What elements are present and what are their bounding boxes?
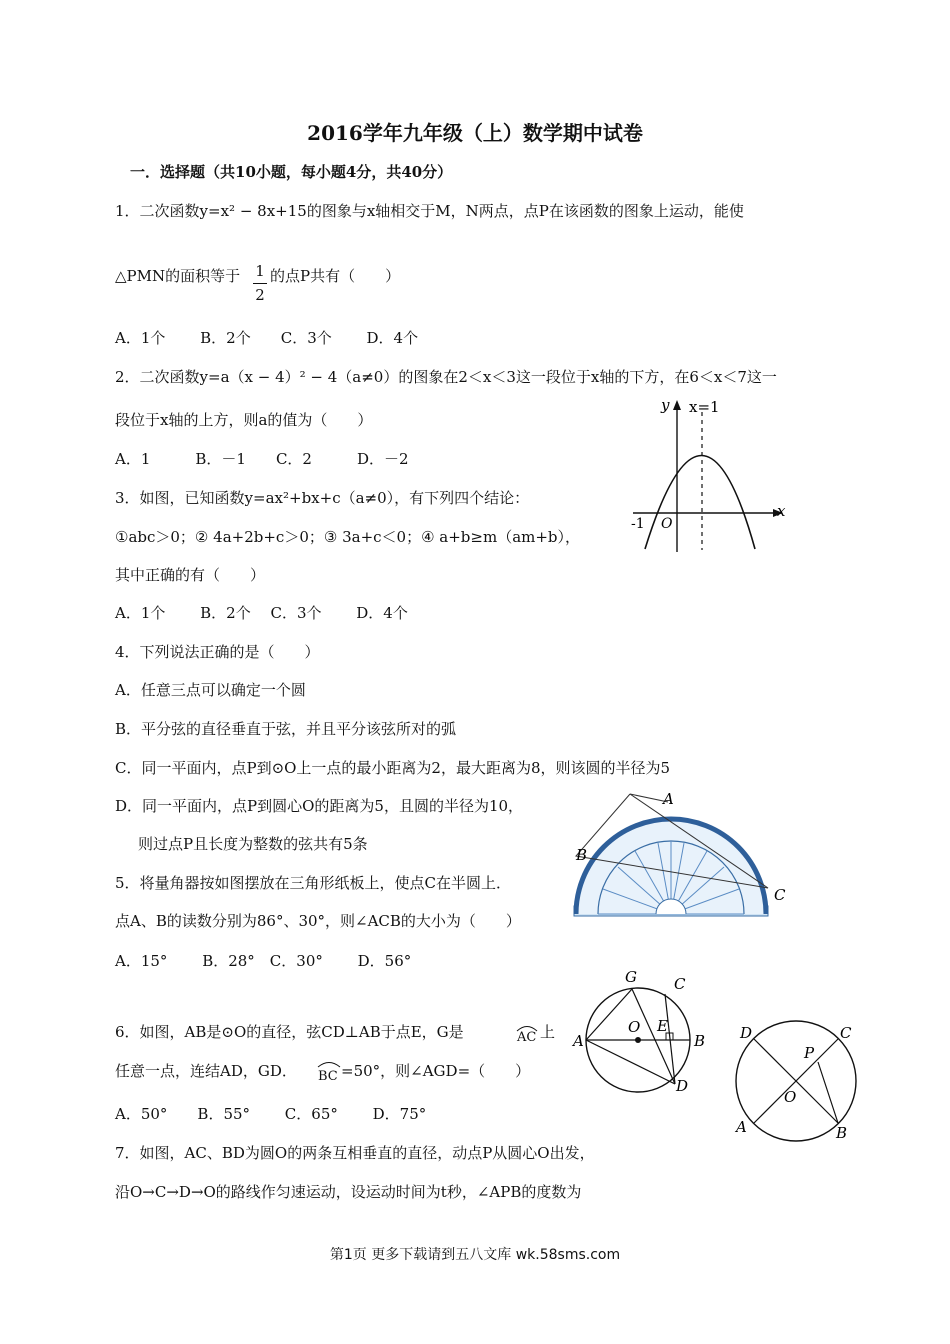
label-b: B [694,1032,706,1050]
label-d: D [676,1077,689,1095]
q2-line1: 2．二次函数y=a（x − 4）² − 4（a≠0）的图象在2＜x＜3这一段位于x轴的下方，在6＜x＜7这一 [115,368,777,386]
q3-line1: 3．如图，已知函数y=ax²+bx+c（a≠0），有下列四个结论： [115,489,530,507]
label-b: B [576,846,588,864]
origin-label: O [661,516,673,532]
q1-fraction-denominator: 2 [255,286,265,304]
q5-line2: 点A、B的读数分别为86°、30°，则∠ACB的大小为（ ） [115,912,521,930]
q7-line2: 沿O→C→D→O的路线作匀速运动，设运动时间为t秒，∠APB的度数为 [115,1183,582,1201]
q5-line1: 5．将量角器按如图摆放在三角形纸板上，使点C在半圆上． [115,874,512,892]
label-a: A [736,1118,747,1136]
protractor-figure [568,788,790,923]
q3-line3: 其中正确的有（ ） [115,566,266,584]
circle-figure-q6 [570,965,720,1100]
q4-stem: 4．下列说法正确的是（ ） [115,643,320,661]
q4-option-b: B．平分弦的直径垂直于弦，并且平分该弦所对的弧 [115,720,457,738]
label-c: C [674,975,686,993]
label-a: A [663,790,674,808]
q1-line1: 1．二次函数y=x² − 8x+15的图象与x轴相交于M，N两点，点P在该函数的图象上运动，能使 [115,202,744,220]
label-c: C [840,1024,852,1042]
q6-line2-pre: 任意一点，连结AD，GD． [115,1062,297,1080]
page-footer: 第1页 更多下载请到五八文库 wk.58sms.com [329,1247,621,1263]
q7-line1: 7．如图，AC、BD为圆O的两条互相垂直的直径，动点P从圆心O出发， [115,1144,595,1162]
q4-option-c: C．同一平面内，点P到⊙O上一点的最小距离为2，最大距离为8，则该圆的半径为5 [115,759,671,777]
arc-ac-label: AC [517,1030,537,1045]
label-o: O [628,1018,641,1036]
label-g: G [625,968,637,986]
arc-ac-symbol [515,1022,539,1032]
q5-options: A．15° B．28° C．30° D．56° [115,952,412,970]
q6-line2-post: =50°，则∠AGD=（ ） [341,1062,531,1080]
label-b: B [836,1124,848,1142]
q1-fraction-numerator: 1 [255,262,265,280]
q6-line1-pre: 6．如图，AB是⊙O的直径，弦CD⊥AB于点E，G是 [115,1023,464,1041]
q2-line2: 段位于x轴的上方，则a的值为（ ） [115,411,373,429]
fraction-bar [253,283,267,284]
q3-options: A．1个 B．2个 C．3个 D．4个 [115,604,408,622]
q2-options: A．1 B．－1 C．2 D．－2 [115,450,409,468]
label-o: O [784,1088,797,1106]
q4-option-d-line2: 则过点P且长度为整数的弦共有5条 [138,835,368,853]
q3-line2: ①abc＞0；② 4a+2b+c＞0；③ 3a+c＜0；④ a+b≥m（am+b）， [115,528,581,546]
x-label: x [777,502,786,520]
y-label: y [661,396,670,414]
section-heading: 一．选择题（共10小题，每小题4分，共40分） [130,163,453,181]
q1-line2-post: 的点P共有（ ） [270,267,401,285]
q1-line2-pre: △PMN的面积等于 [115,267,241,285]
arc-bc-label: BC [318,1069,338,1084]
label-c: C [774,886,786,904]
q6-line1-post: 上 [540,1023,556,1041]
q4-option-a: A．任意三点可以确定一个圆 [115,681,306,699]
parabola-curve [645,456,755,550]
label-e: E [657,1017,668,1035]
parabola-figure [625,392,795,557]
page-title: 2016学年九年级（上）数学期中试卷 [307,121,643,145]
q4-option-d-line1: D．同一平面内，点P到圆心O的距离为5，且圆的半径为10， [115,797,524,815]
y-axis-arrow [673,400,681,410]
neg-one-label: -1 [631,516,645,532]
label-p: P [804,1044,815,1062]
q1-options: A．1个 B．2个 C．3个 D．4个 [115,329,419,347]
circle-figure-q7 [728,1018,868,1148]
axis-label: x=1 [689,398,720,416]
q6-options: A．50° B．55° C．65° D．75° [115,1105,427,1123]
label-d: D [740,1024,753,1042]
label-a: A [573,1032,584,1050]
